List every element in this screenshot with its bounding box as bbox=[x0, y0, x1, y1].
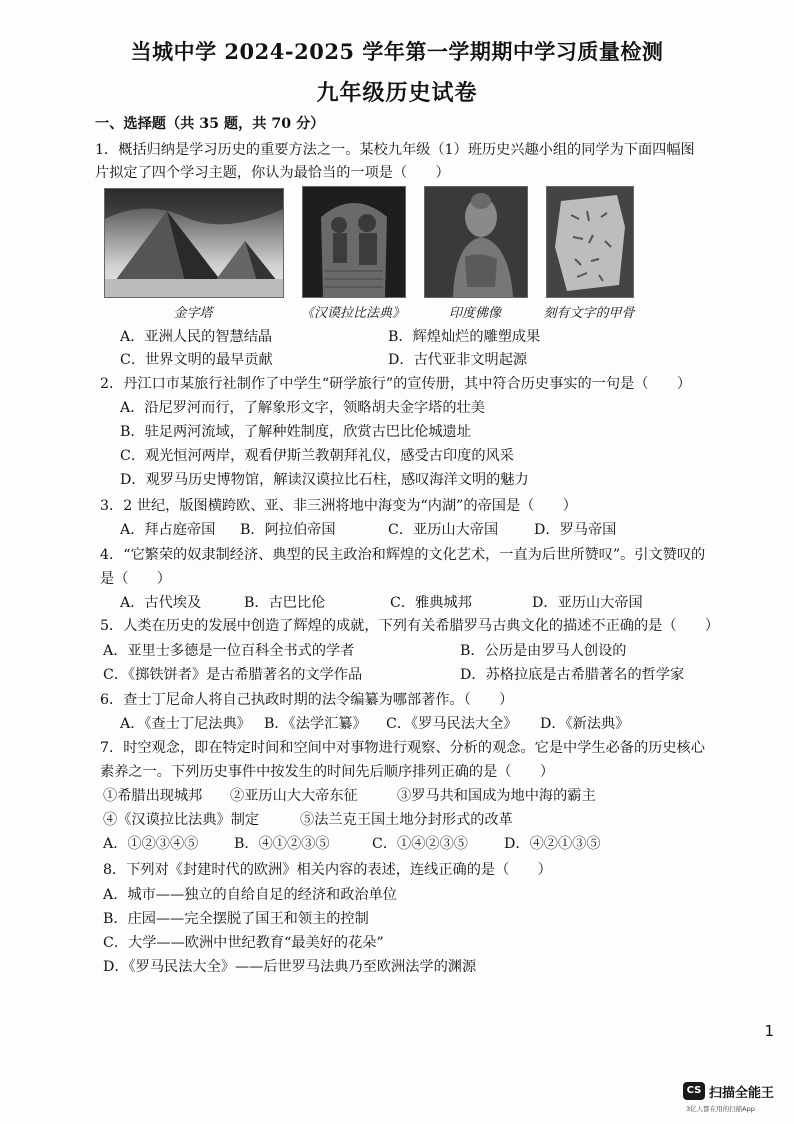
q7-event-3: ③罗马共和国成为地中海的霸主 bbox=[397, 788, 596, 804]
q5-stem: 5．人类在历史的发展中创造了辉煌的成就，下列有关希腊罗马古典文化的描述不正确的是（ ） bbox=[100, 618, 720, 634]
q2-stem: 2．丹江口市某旅行社制作了中学生“研学旅行”的宣传册，其中符合历史事实的一句是（ ） bbox=[100, 376, 692, 392]
q8-stem: 8．下列对《封建时代的欧洲》相关内容的表述，连线正确的是（ ） bbox=[103, 862, 552, 878]
q7-event-1: ①希腊出现城邦 bbox=[103, 788, 203, 804]
q5-option-d[interactable]: D．苏格拉底是古希腊著名的哲学家 bbox=[460, 667, 685, 683]
exam-title: 当城中学 2024-2025 学年第一学期期中学习质量检测 bbox=[130, 39, 664, 64]
q1-option-a[interactable]: A．亚洲人民的智慧结晶 bbox=[120, 329, 273, 345]
caption-buddha: 印度佛像 bbox=[448, 306, 501, 321]
caption-hammurabi: 《汉谟拉比法典》 bbox=[300, 306, 405, 321]
caption-oracle-bone: 刻有文字的甲骨 bbox=[543, 306, 635, 321]
q2-option-b[interactable]: B．驻足两河流域，了解种姓制度，欣赏古巴比伦城遗址 bbox=[120, 424, 471, 440]
q7-option-a[interactable]: A．①②③④⑤ bbox=[103, 836, 199, 852]
q8-option-c[interactable]: C．大学——欧洲中世纪教育“最美好的花朵” bbox=[103, 935, 384, 951]
buddha-statue-image bbox=[424, 186, 528, 298]
q7-event-5: ⑤法兰克王国土地分封形式的改革 bbox=[300, 812, 513, 828]
caption-pyramid: 金字塔 bbox=[173, 306, 213, 321]
page-number: 1 bbox=[764, 1022, 774, 1040]
q7-stem-line2: 素养之一。下列历史事件中按发生的时间先后顺序排列正确的是（ ） bbox=[100, 764, 555, 780]
q3-option-d[interactable]: D．罗马帝国 bbox=[534, 522, 617, 538]
q4-option-d[interactable]: D．亚历山大帝国 bbox=[532, 595, 643, 611]
q1-option-d[interactable]: D．古代亚非文明起源 bbox=[388, 352, 528, 368]
q8-option-b[interactable]: B．庄园——完全摆脱了国王和领主的控制 bbox=[103, 911, 369, 927]
q4-option-b[interactable]: B．古巴比伦 bbox=[244, 595, 326, 611]
q3-option-a[interactable]: A．拜占庭帝国 bbox=[120, 522, 216, 538]
pyramid-image bbox=[104, 188, 284, 298]
q6-stem: 6．查士丁尼命人将自己执政时期的法令编纂为哪部著作。（ ） bbox=[100, 692, 514, 708]
q7-stem-line1: 7．时空观念，即在特定时间和空间中对事物进行观察、分析的观念。它是中学生必备的历史核心 bbox=[100, 740, 705, 756]
q5-option-a[interactable]: A．亚里士多德是一位百科全书式的学者 bbox=[103, 643, 355, 659]
q8-option-a[interactable]: A．城市——独立的自给自足的经济和政治单位 bbox=[103, 887, 397, 903]
q3-stem: 3．2 世纪，版图横跨欧、亚、非三洲将地中海变为“内湖”的帝国是（ ） bbox=[100, 498, 577, 514]
q6-option-a[interactable]: A．《查士丁尼法典》 bbox=[120, 716, 251, 732]
q5-option-b[interactable]: B．公历是由罗马人创设的 bbox=[460, 643, 627, 659]
q7-option-d[interactable]: D．④②①③⑤ bbox=[504, 836, 601, 852]
oracle-bone-image bbox=[546, 186, 634, 298]
q7-option-c[interactable]: C．①④②③⑤ bbox=[372, 836, 468, 852]
q2-option-c[interactable]: C．观光恒河两岸，观看伊斯兰教朝拜礼仪，感受古印度的风采 bbox=[120, 448, 514, 464]
q2-option-a[interactable]: A．沿尼罗河而行，了解象形文字，领略胡夫金字塔的壮美 bbox=[120, 400, 485, 416]
q1-stem-line1: 1．概括归纳是学习历史的重要方法之一。某校九年级（1）班历史兴趣小组的同学为下面四幅图 bbox=[95, 142, 695, 158]
q3-option-b[interactable]: B．阿拉伯帝国 bbox=[240, 522, 336, 538]
q7-option-b[interactable]: B．④①②③⑤ bbox=[234, 836, 330, 852]
q8-option-d[interactable]: D．《罗马民法大全》——后世罗马法典乃至欧洲法学的渊源 bbox=[103, 959, 477, 975]
q3-option-c[interactable]: C．亚历山大帝国 bbox=[388, 522, 499, 538]
q1-option-c[interactable]: C．世界文明的最早贡献 bbox=[120, 352, 273, 368]
q7-event-4: ④《汉谟拉比法典》制定 bbox=[103, 812, 260, 828]
q4-stem-line2: 是（ ） bbox=[100, 571, 171, 587]
q1-stem-line2: 片拟定了四个学习主题，你认为最恰当的一项是（ ） bbox=[95, 165, 450, 181]
q4-option-c[interactable]: C．雅典城邦 bbox=[390, 595, 472, 611]
camscanner-watermark: 扫描全能王 bbox=[709, 1086, 775, 1101]
camscanner-logo-icon: CS bbox=[683, 1082, 705, 1100]
exam-subtitle: 九年级历史试卷 bbox=[316, 80, 478, 106]
hammurabi-stele-image bbox=[302, 186, 406, 298]
camscanner-slogan: 3亿人都在用的扫描App bbox=[686, 1105, 755, 1113]
q6-option-d[interactable]: D．《新法典》 bbox=[540, 716, 630, 732]
q6-option-c[interactable]: C．《罗马民法大全》 bbox=[386, 716, 518, 732]
q5-option-c[interactable]: C．《掷铁饼者》是古希腊著名的文学作品 bbox=[103, 667, 363, 683]
q4-option-a[interactable]: A．古代埃及 bbox=[120, 595, 202, 611]
q7-event-2: ②亚历山大大帝东征 bbox=[230, 788, 358, 804]
q2-option-d[interactable]: D．观罗马历史博物馆，解读汉谟拉比石柱，感叹海洋文明的魅力 bbox=[120, 472, 529, 488]
q1-option-b[interactable]: B．辉煌灿烂的雕塑成果 bbox=[388, 329, 541, 345]
q4-stem-line1: 4．“它繁荣的奴隶制经济、典型的民主政治和辉煌的文化艺术，一直为后世所赞叹”。引文赞叹的 bbox=[100, 547, 706, 563]
q6-option-b[interactable]: B．《法学汇纂》 bbox=[264, 716, 367, 732]
section-heading: 一、选择题（共 35 题，共 70 分） bbox=[95, 116, 325, 132]
